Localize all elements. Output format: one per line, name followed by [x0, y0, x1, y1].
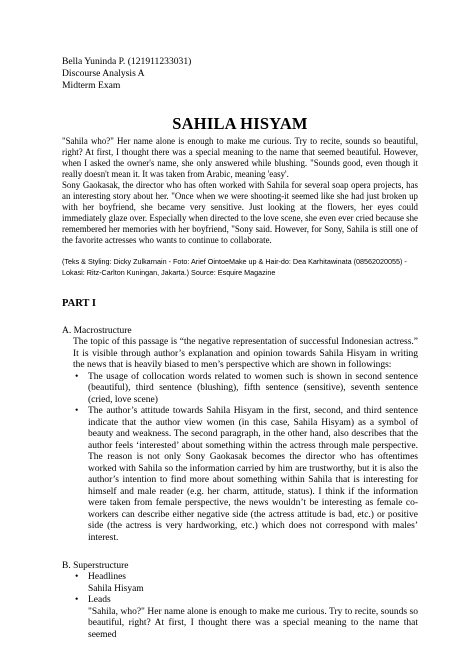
- bullet-icon: •: [75, 595, 79, 605]
- student-name: Bella Yuninda P. (121911233031): [62, 56, 192, 67]
- section-a-bullet-list: [73, 372, 418, 545]
- article-paragraph-1: "Sahila who?" Her name alone is enough to make me curious. Try to recite, sounds so beautiful, right? At first, I thought there was a special meaning to the name that seemed beautiful. However, when I asked the owner's name, she only answered while blushing. "Sounds good, even though it really doesn't mean it. It was taken from Arabic, meaning 'easy'.: [62, 136, 418, 179]
- list-item: [73, 406, 418, 544]
- article-credits: (Teks & Styling: Dicky Zulkarnain - Foto: Arief OintoeMake up & Hair-do: Dea Karhitawinata (08562020055) - Lokasi: Ritz-Carlton Kuningan, Jakarta.) Source: Esquire Magazine: [62, 257, 407, 277]
- headlines-value: Sahila Hisyam: [88, 583, 144, 594]
- author-header: [62, 56, 418, 92]
- section-b-bullet-list-2: [73, 595, 418, 607]
- section-b-body: [62, 572, 418, 641]
- bullet-icon: •: [75, 371, 79, 382]
- course-name: Discourse Analysis A: [62, 68, 145, 79]
- section-a-intro: The topic of this passage is “the negative representation of successful Indonesian actress.” It is visible through author’s explanation and opinion towards Sahila Hisyam in writing the news that is heavily biased to men’s perspective which are shown in followings:: [73, 337, 418, 370]
- list-item-text: The author’s attitude towards Sahila Hisyam in the first, second, and third sentence indicate that the author view women (in this case, Sahila Hisyam) as a symbol of beauty and weakness. The second paragraph, in the other hand, also describes that the author feels ‘interested’ about something within the actress through male perspective. The reason is not only Sony Gaokasak becomes the director who has oftentimes worked with Sahila so the information carried by him are trustworthy, but it is also the author’s intention to find more about something within Sahila that is interesting for himself and male reader (e.g. her charm, attitude, status). I think if the information were taken from female perspective, the news wouldn’t be interesting as female co-workers can describe either negative side (the actress attitude is bad, etc.) or positive side (the actress is very hardworking, etc.) which does not correspond with males’ interest.: [88, 406, 418, 543]
- section-a-body: [62, 337, 418, 544]
- bullet-icon: •: [75, 406, 79, 416]
- article-paragraph-2: Sony Gaokasak, the director who has often worked with Sahila for several soap opera projects, has an interesting story about her. "Once when we were shooting-it seemed like she had just broken up with her boyfriend, she became very sensitive. Just looking at the flowers, her eyes could immediately glaze over. Especially when directed to the love scene, she even ever cried because she remembered her memories with her boyfriend, "Sony said. However, for Sony, Sahila is still one of the favorite actresses who wants to continue to collaborate.: [62, 180, 418, 245]
- leads-label: Leads: [88, 595, 111, 605]
- part-heading: PART I: [62, 298, 96, 309]
- section-b-heading: B. Superstructure: [62, 561, 129, 571]
- bullet-icon: •: [75, 572, 79, 582]
- headlines-label: Headlines: [88, 572, 126, 582]
- article-title: SAHILA HISYAM: [172, 114, 308, 133]
- list-item-text: The usage of collocation words related to women such is shown in second sentence (beautiful), third sentence (blushing), fifth sentence (sensitive), seventh sentence (cried, love scene): [88, 371, 418, 405]
- exam-label: Midterm Exam: [62, 80, 121, 91]
- article-body: [62, 136, 418, 246]
- section-b-bullet-list: [73, 572, 418, 584]
- list-item: [73, 595, 418, 607]
- list-item: [73, 372, 418, 407]
- section-a-heading: A. Macrostructure: [62, 326, 132, 336]
- leads-value: "Sahila, who?" Her name alone is enough to make me curious. Try to recite, sounds so beautiful, right? At first, I thought there was a special meaning to the name that seemed: [88, 606, 418, 640]
- list-item: [73, 572, 418, 584]
